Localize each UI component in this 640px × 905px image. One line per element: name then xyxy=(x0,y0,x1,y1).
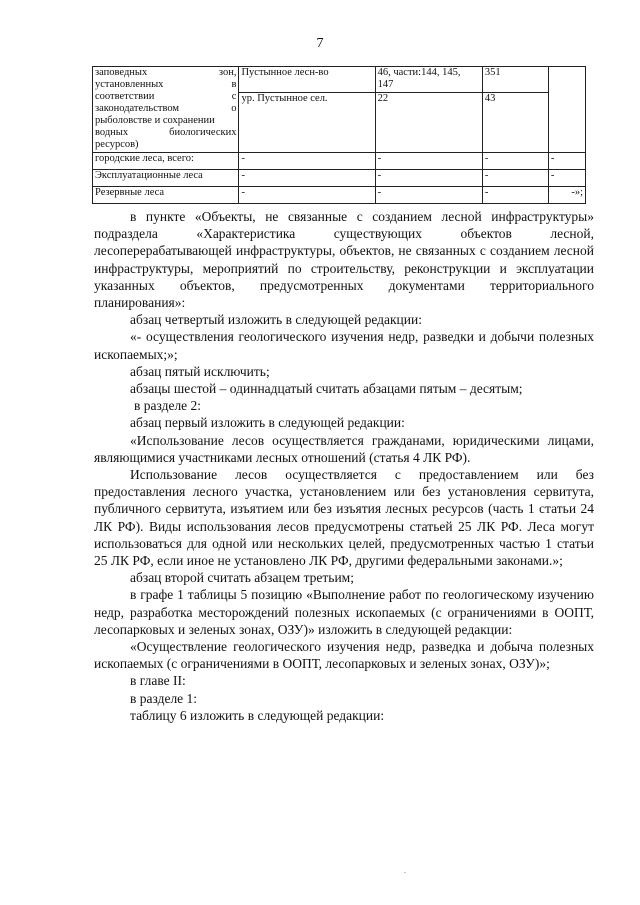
cell-line: ресурсов) xyxy=(95,139,139,150)
table-cell: -»; xyxy=(548,187,585,204)
cell-line: соответствии с xyxy=(95,91,237,102)
table-cell: - xyxy=(375,187,482,204)
table-cell xyxy=(93,67,239,153)
forest-table xyxy=(92,66,586,204)
paragraph: абзац первый изложить в следующей редакции: xyxy=(130,415,405,431)
document-body xyxy=(94,208,594,724)
cell-line: законодательством о xyxy=(95,103,237,114)
table-cell: Эксплуатационные леса xyxy=(93,170,239,187)
cell-line: рыболовстве и сохранении xyxy=(95,115,215,126)
paragraph: в главе II: xyxy=(130,673,186,689)
cell-line: установленных в xyxy=(95,79,237,90)
table-row xyxy=(93,67,586,93)
table-cell: - xyxy=(375,170,482,187)
table-cell: ур. Пустынное сел. xyxy=(239,93,375,153)
table-cell: - xyxy=(239,153,375,170)
table-cell: 351 xyxy=(482,67,548,93)
table-cell: 43 xyxy=(482,93,548,153)
paragraph: «- осуществления геологического изучения недр, разведки и добычи полезных ископаемых;»; xyxy=(94,329,594,362)
table-cell: Резервные леса xyxy=(93,187,239,204)
paragraph: «Использование лесов осуществляется гражданами, юридическими лицами, являющимися участниками лесных отношений (статья 4 ЛК РФ). xyxy=(94,432,594,465)
table-row xyxy=(93,170,586,187)
paragraph: в разделе 2: xyxy=(134,398,202,414)
paragraph: в графе 1 таблицы 5 позицию «Выполнение работ по геологическому изучению недр, разработка месторождений полезных ископаемых (с ограничениями в ООПТ, лесопарковых и зеленых зонах, ОЗУ)» изложить в следующей редакции: xyxy=(94,587,594,637)
table-cell: Пустынное лесн-во xyxy=(239,67,375,93)
cell-line: 147 xyxy=(377,79,394,90)
paragraph: таблицу 6 изложить в следующей редакции: xyxy=(130,707,385,723)
table-cell: 22 xyxy=(375,93,482,153)
paragraph: «Осуществление геологического изучения недр, разведка и добыча полезных ископаемых (с ограничениями в ООПТ, лесопарковых и зеленых зонах, ОЗУ)»; xyxy=(94,639,594,672)
table-cell: - xyxy=(548,170,585,187)
table-cell: - xyxy=(482,170,548,187)
table-cell: - xyxy=(375,153,482,170)
paragraph: в пункте «Объекты, не связанные с созданием лесной инфраструктуры» подраздела «Характеристика существующих объектов лесной, лесоперерабатывающей инфраструктуры, объектов, не связанных с созданием лесной инфраструктуры, мероприятий по строительству, реконструкции и эксплуатации указанных объектов, предусмотренных документами территориального планирования»: xyxy=(94,209,594,311)
paragraph: Использование лесов осуществляется с предоставлением или без предоставления лесного участка, установлением или без установления сервитута, публичного сервитута, изъятием или без изъятия лесных ресурсов (часть 1 статьи 24 ЛК РФ). Виды использования лесов предусмотрены статьей 25 ЛК РФ. Леса могут использоваться для одной или нескольких целей, предусмотренных частью 1 статьи 25 ЛК РФ, если иное не установлено ЛК РФ, другими федеральными законами.»; xyxy=(94,467,594,569)
table-cell xyxy=(375,67,482,93)
cell-line: водных биологических xyxy=(95,127,237,138)
paragraph: в разделе 1: xyxy=(130,690,198,706)
table-cell: - xyxy=(482,153,548,170)
paragraph: абзацы шестой – одиннадцатый считать абзацами пятым – десятым; xyxy=(130,381,523,397)
table-row xyxy=(93,153,586,170)
table-cell: - xyxy=(239,170,375,187)
cell-line: 46, части:144, 145, xyxy=(377,67,461,78)
cell-line: заповедных зон, xyxy=(95,67,237,78)
scan-speck: . xyxy=(404,866,406,875)
table-row xyxy=(93,187,586,204)
table-cell xyxy=(548,67,585,153)
paragraph: абзац четвертый изложить в следующей редакции: xyxy=(130,312,422,328)
table-cell: - xyxy=(482,187,548,204)
page-number: 7 xyxy=(316,36,324,51)
paragraph: абзац пятый исключить; xyxy=(130,363,270,379)
table-cell: городские леса, всего: xyxy=(93,153,239,170)
table-cell: - xyxy=(548,153,585,170)
paragraph: абзац второй считать абзацем третьим; xyxy=(130,570,354,586)
table-cell: - xyxy=(239,187,375,204)
